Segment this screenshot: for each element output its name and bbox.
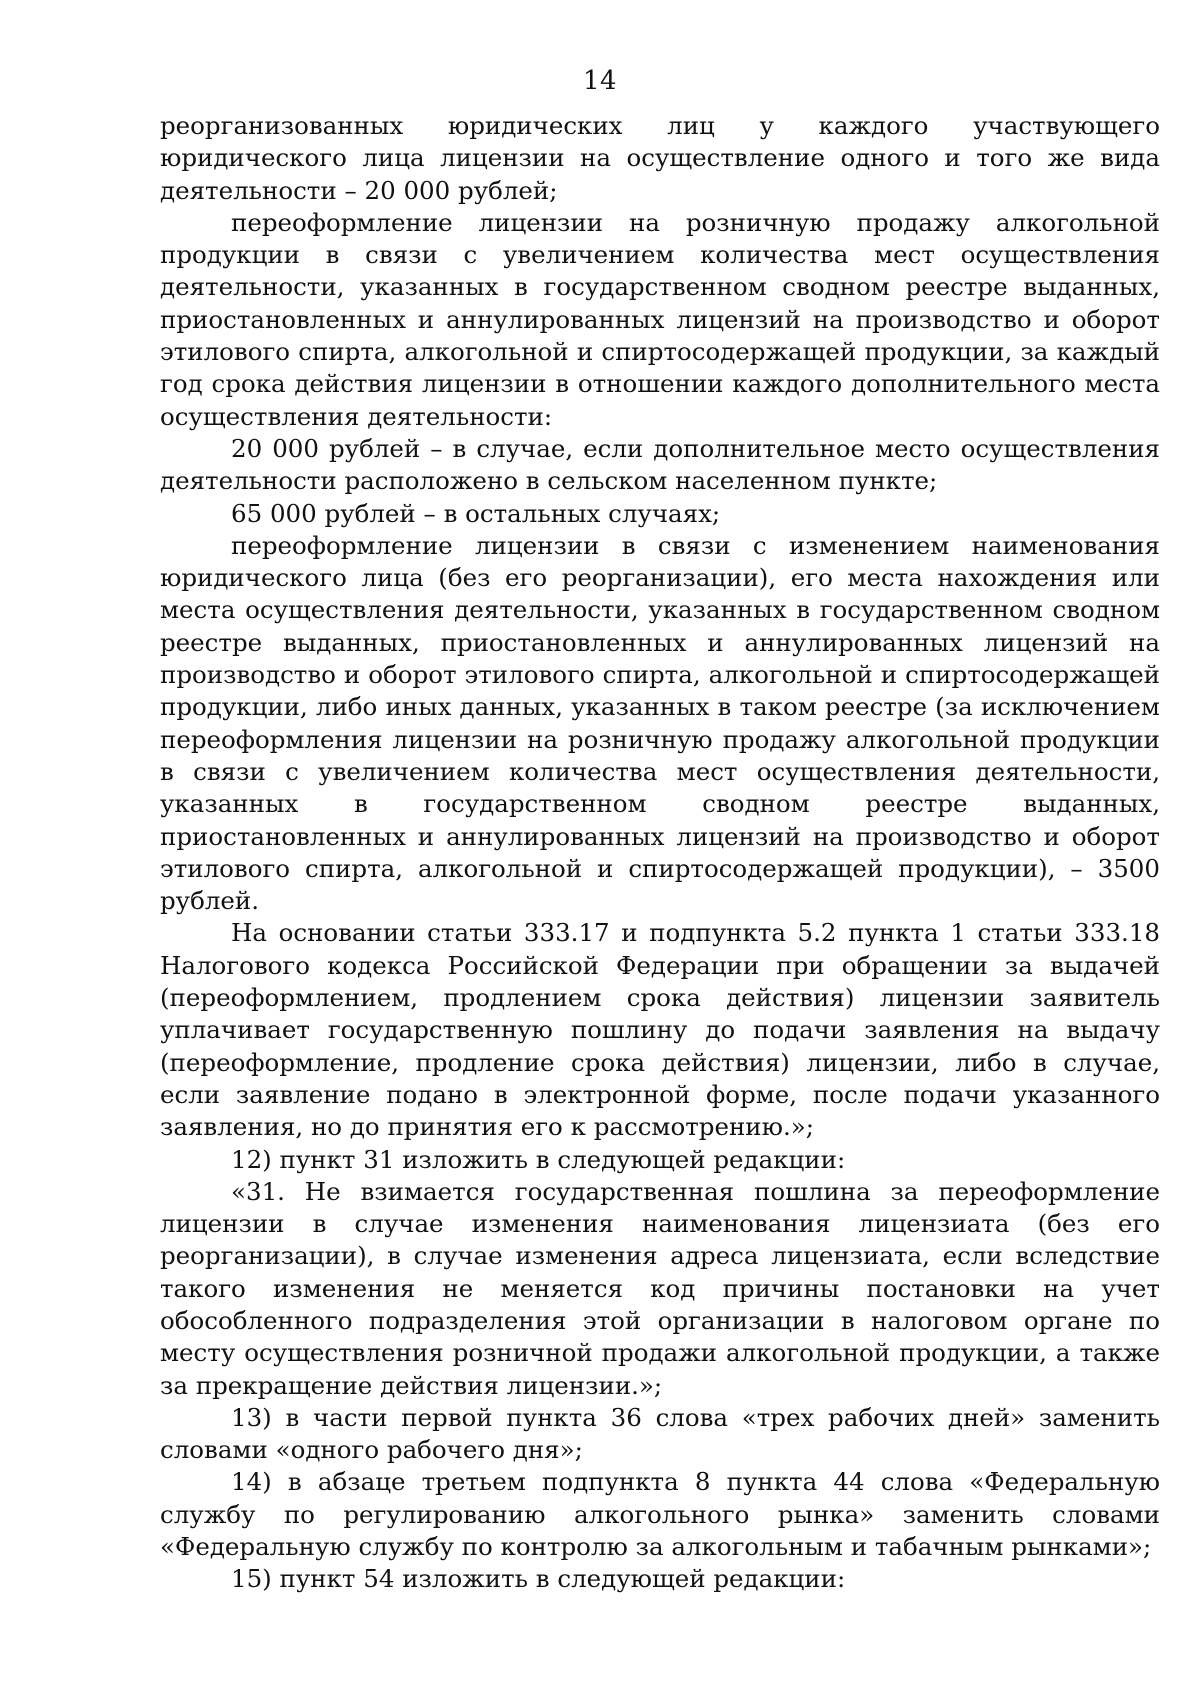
- paragraph: 20 000 рублей – в случае, если дополнительное место осуществления деятельности расположено в сельском населенном пункте;: [160, 433, 1160, 496]
- paragraph: «31. Не взимается государственная пошлина за переоформление лицензии в случае изменения наименования лицензиата (без его реорганизации), в случае изменения адреса лицензиата, если вследствие такого изменения не меняется код причины постановки на учет обособленного подразделения этой организации в налоговом органе по месту осуществления розничной продажи алкогольной продукции, а также за прекращение действия лицензии.»;: [160, 1176, 1160, 1400]
- paragraph-continuation: реорганизованных юридических лиц у каждого участвующего юридического лица лицензии на осуществление одного и того же вида деятельности – 20 000 рублей;: [160, 111, 1160, 205]
- paragraph: 12) пункт 31 изложить в следующей редакции:: [231, 1144, 846, 1174]
- paragraph: 13) в части первой пункта 36 слова «трех рабочих дней» заменить словами «одного рабочего дня»;: [160, 1402, 1160, 1465]
- paragraph: 65 000 рублей – в остальных случаях;: [231, 498, 721, 528]
- page-number: 14: [582, 66, 618, 96]
- document-body: [160, 110, 1160, 1596]
- paragraph: 14) в абзаце третьем подпункта 8 пункта 44 слова «Федеральную службу по регулированию алкогольного рынка» заменить словами «Федеральную службу по контролю за алкогольным и табачным рынками»;: [160, 1467, 1160, 1562]
- paragraph: 15) пункт 54 изложить в следующей редакции:: [231, 1564, 846, 1594]
- paragraph: переоформление лицензии на розничную продажу алкогольной продукции в связи с увеличением количества мест осуществления деятельности, указанных в государственном сводном реестре выданных, приостановленных и аннулированных лицензий на производство и оборот этилового спирта, алкогольной и спиртосодержащей продукции, за каждый год срока действия лицензии в отношении каждого дополнительного места осуществления деятельности:: [160, 207, 1160, 431]
- paragraph: переоформление лицензии в связи с изменением наименования юридического лица (без его реорганизации), его места нахождения или места осуществления деятельности, указанных в государственном сводном реестре выданных, приостановленных и аннулированных лицензий на производство и оборот этилового спирта, алкогольной и спиртосодержащей продукции, либо иных данных, указанных в таком реестре (за исключением переоформления лицензии на розничную продажу алкогольной продукции в связи с увеличением количества мест осуществления деятельности, указанных в государственном сводном реестре выданных, приостановленных и аннулированных лицензий на производство и оборот этилового спирта, алкогольной и спиртосодержащей продукции), – 3500 рублей.: [160, 530, 1160, 916]
- paragraph: На основании статьи 333.17 и подпункта 5.2 пункта 1 статьи 333.18 Налогового кодекса Российской Федерации при обращении за выдачей (переоформлением, продлением срока действия) лицензии заявитель уплачивает государственную пошлину до подачи заявления на выдачу (переоформление, продление срока действия) лицензии, либо в случае, если заявление подано в электронной форме, после подачи указанного заявления, но до принятия его к рассмотрению.»;: [160, 918, 1160, 1142]
